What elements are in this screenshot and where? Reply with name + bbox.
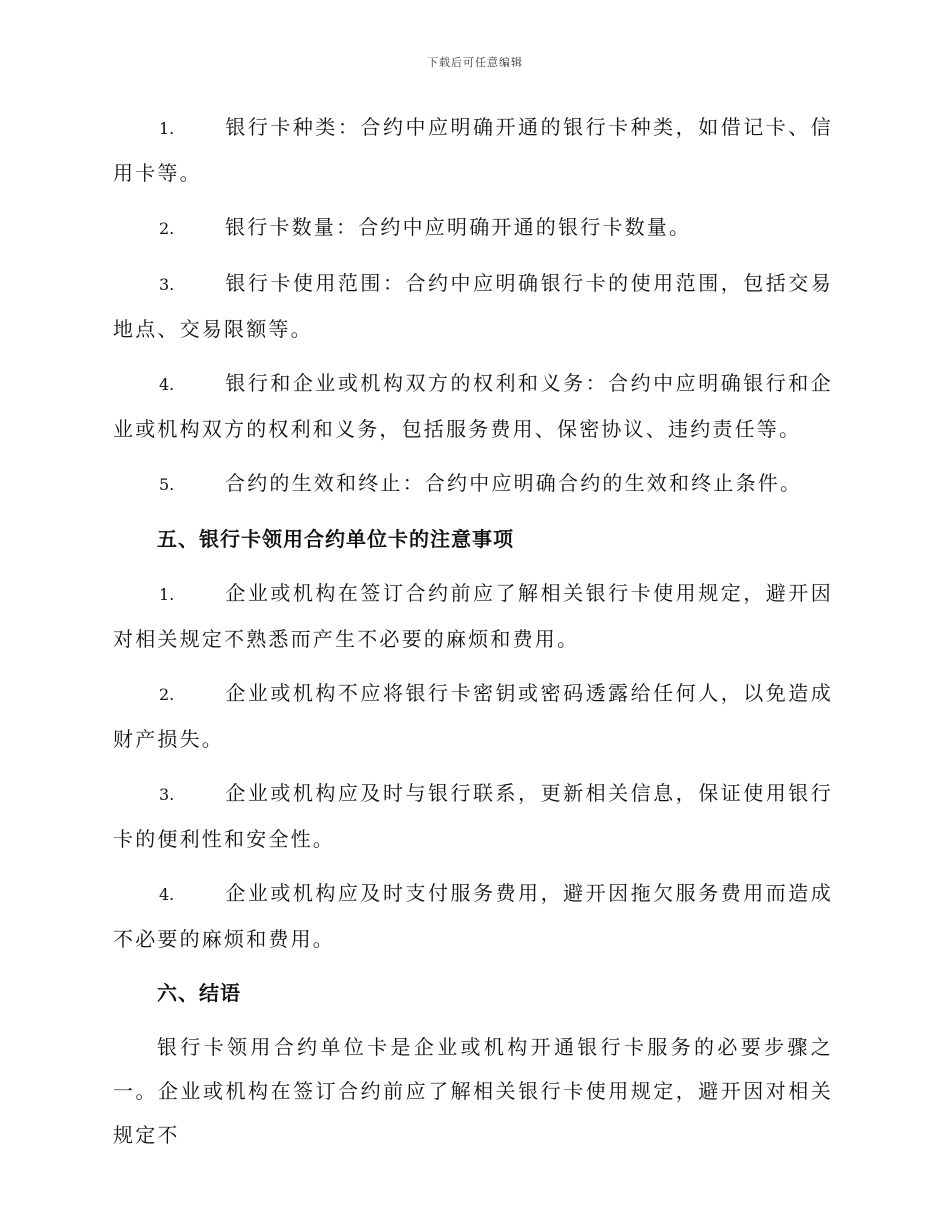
list-text: 银行和企业或机构双方的权利和义务：合约中应明确银行和企业或机构双方的权利和义务，包括服务费用、保密协议、违约责任等。 bbox=[113, 371, 833, 441]
list-number: 4. bbox=[159, 885, 175, 904]
list2-item-3 bbox=[113, 771, 833, 861]
section5-heading: 五、银行卡领用合约单位卡的注意事项 bbox=[157, 527, 514, 551]
list2-item-4 bbox=[113, 871, 833, 961]
list-text: 企业或机构应及时与银行联系，更新相关信息，保证使用银行卡的便利性和安全性。 bbox=[113, 781, 833, 851]
document-body bbox=[113, 105, 833, 1167]
list-number: 4. bbox=[159, 375, 175, 394]
list-text: 企业或机构在签订合约前应了解相关银行卡使用规定，避开因对相关规定不熟悉而产生不必要的麻烦和费用。 bbox=[113, 581, 833, 651]
list1-item-1 bbox=[113, 105, 833, 195]
list2-item-2 bbox=[113, 671, 833, 761]
list-text: 企业或机构应及时支付服务费用，避开因拖欠服务费用而造成不必要的麻烦和费用。 bbox=[113, 881, 833, 951]
section6-heading: 六、结语 bbox=[157, 981, 241, 1005]
list-text: 银行卡使用范围：合约中应明确银行卡的使用范围，包括交易地点、交易限额等。 bbox=[113, 271, 833, 341]
list-text: 企业或机构不应将银行卡密钥或密码透露给任何人，以免造成财产损失。 bbox=[113, 681, 833, 751]
list-text: 合约的生效和终止：合约中应明确合约的生效和终止条件。 bbox=[225, 471, 803, 495]
list-number: 1. bbox=[159, 585, 175, 604]
list1-item-2 bbox=[113, 205, 833, 251]
list2-item-1 bbox=[113, 571, 833, 661]
conclusion-paragraph: 银行卡领用合约单位卡是企业或机构开通银行卡服务的必要步骤之一。企业或机构在签订合约前应了解相关银行卡使用规定，避开因对相关规定不 bbox=[113, 1035, 833, 1147]
list-text: 银行卡数量：合约中应明确开通的银行卡数量。 bbox=[225, 215, 692, 239]
list1-item-4 bbox=[113, 361, 833, 451]
list-number: 2. bbox=[159, 219, 175, 238]
list1-item-3 bbox=[113, 261, 833, 351]
list-number: 3. bbox=[159, 785, 175, 804]
list-number: 2. bbox=[159, 685, 175, 704]
list-number: 1. bbox=[159, 119, 175, 138]
page-header: 下载后可任意编辑 bbox=[427, 56, 523, 69]
list-number: 3. bbox=[159, 275, 175, 294]
list1-item-5 bbox=[113, 461, 833, 507]
list-text: 银行卡种类：合约中应明确开通的银行卡种类，如借记卡、信用卡等。 bbox=[113, 115, 833, 185]
list-number: 5. bbox=[159, 475, 175, 494]
